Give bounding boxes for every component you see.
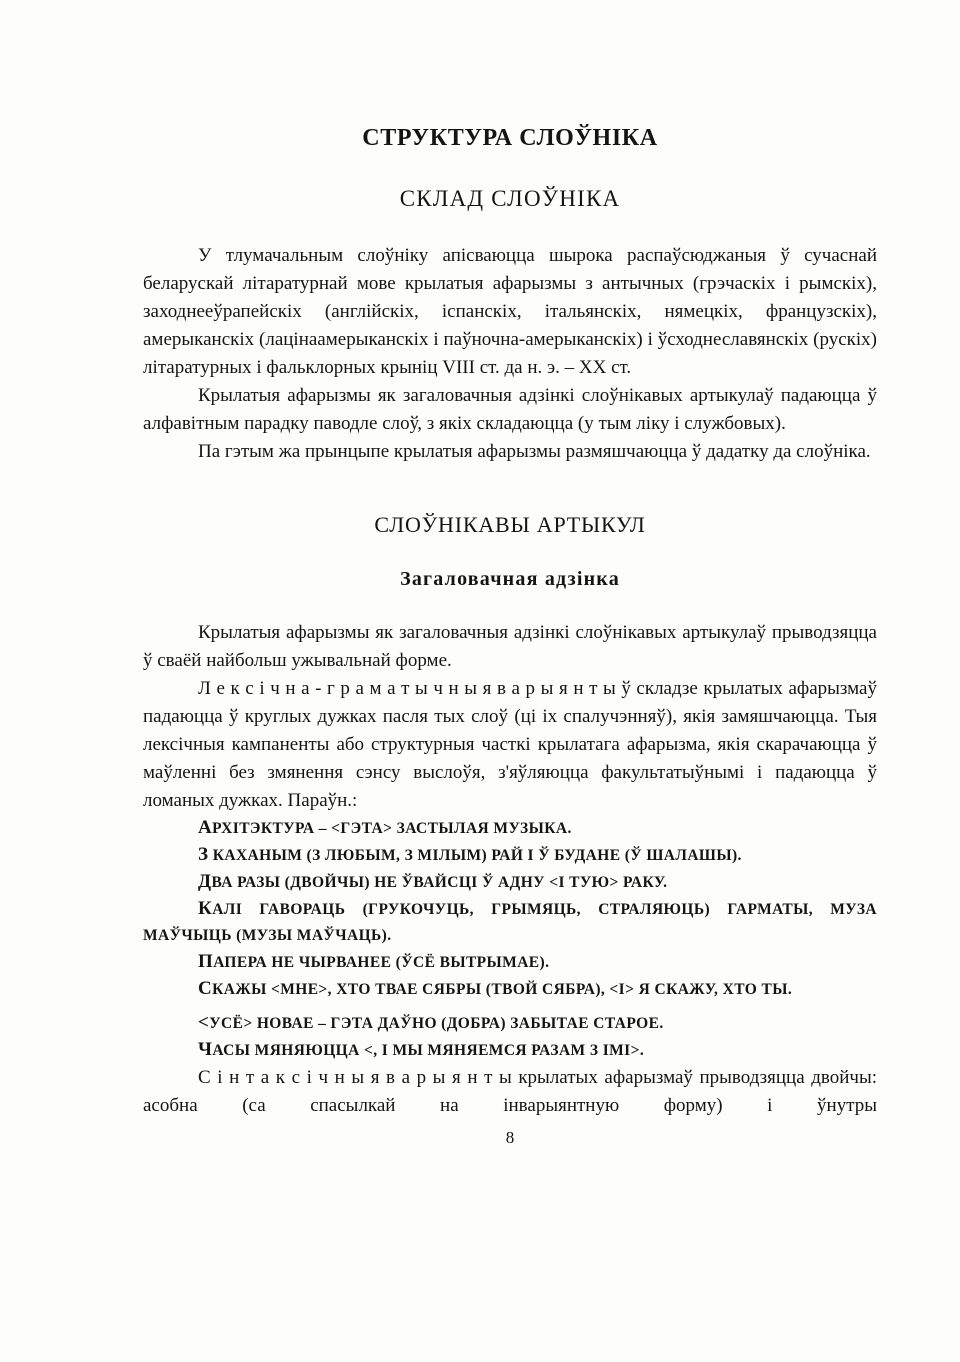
paragraph-lexical-grammatical-variants: Л е к с і ч н а - г р а м а т ы ч н ы я в а р ы я н т ы ў складзе крылатых афарызмаў падаюцца ў круглых дужках пасля тых слоў (ці іх спалучэнняў), якія замяшчаюцца. Тыя лексічныя кампаненты або структурныя часткі крылатага афарызма, якія скарачаюцца ў маўленні без змянення сэнсу выслоўя, з'яўляюцца факультатыўнымі і падаюцца ў ломаных дужках. Параўн.: [143,678,877,811]
example-line: <УСЁ> НОВАЕ – ГЭТА ДАЎНО (ДОБРА) ЗАБЫТАЕ СТАРОЕ. [198,1012,664,1033]
page-title: СТРУКТУРА СЛОЎНІКА [362,125,658,151]
example-line: ДВА РАЗЫ (ДВОЙЧЫ) НЕ ЎВАЙСЦІ Ў АДНУ <І ТУЮ> РАКУ. [198,871,668,892]
example-line: АРХІТЭКТУРА – <ГЭТА> ЗАСТЫЛАЯ МУЗЫКА. [198,817,572,838]
paragraph-alphabetical-order: Крылатыя афарызмы як загаловачныя адзінкі слоўнікавых артыкулаў падаюцца ў алфавітным парадку паводле слоў, з якіх складаюцца (у тым ліку і службовых). [143,385,877,434]
example-line: КАЛІ ГАВОРАЦЬ (ГРУКОЧУЦЬ, ГРЫМЯЦЬ, СТРАЛЯЮЦЬ) ГАРМАТЫ, МУЗА МАЎЧЫЦЬ (МУЗЫ МАЎЧАЦЬ). [143,898,877,944]
section-heading-sklad-slounika: СКЛАД СЛОЎНІКА [399,186,621,211]
example-line: З КАХАНЫМ (З ЛЮБЫМ, З МІЛЫМ) РАЙ І Ў БУДАНЕ (Ў ШАЛАШЫ). [198,844,742,865]
paragraph-appendix: Па гэтым жа прынцыпе крылатыя афарызмы размяшчаюцца ў дадатку да слоўніка. [198,441,871,462]
example-line: ПАПЕРА НЕ ЧЫРВАНЕЕ (ЎСЁ ВЫТРЫМАЕ). [198,951,550,972]
example-line: СКАЖЫ <МНЕ>, ХТО ТВАЕ СЯБРЫ (ТВОЙ СЯБРА), <І> Я СКАЖУ, ХТО ТЫ. [198,978,793,999]
section-heading-slounikavy-artykul: СЛОЎНІКАВЫ АРТЫКУЛ [374,512,646,537]
paragraph-syntactic-variants: С і н т а к с і ч н ы я в а р ы я н т ы крылатых афарызмаў прыводзяцца двойчы: асобна (са спасылкай на інварыянтную форму) і ўнутры [143,1067,877,1116]
paragraph-headword-form: Крылатыя афарызмы як загаловачныя адзінкі слоўнікавых артыкулаў прыводзяцца ў сваёй найбольш ужывальнай форме. [143,622,877,671]
subsection-heading-zagalovachnaya-adzinka: Загаловачная адзінка [400,568,620,590]
paragraph-sources: У тлумачальным слоўніку апісваюцца шырока распаўсюджаныя ў сучаснай беларускай літаратурнай мове крылатыя афарызмы з антычных (грэчаскіх і рымскіх), заходнееўрапейскіх (англійскіх, іспанскіх, італьянскіх, нямецкіх, французскіх), амерыканскіх (лацінаамерыканскіх і паўночна-амерыканскіх) і ўсходнеславянскіх (рускіх) літаратурных і фальклорных крыніц VIII ст. да н. э. – XX ст. [143,245,877,378]
page-number: 8 [505,1128,515,1147]
example-line: ЧАСЫ МЯНЯЮЦЦА <, І МЫ МЯНЯЕМСЯ РАЗАМ З ІМІ>. [198,1039,645,1060]
